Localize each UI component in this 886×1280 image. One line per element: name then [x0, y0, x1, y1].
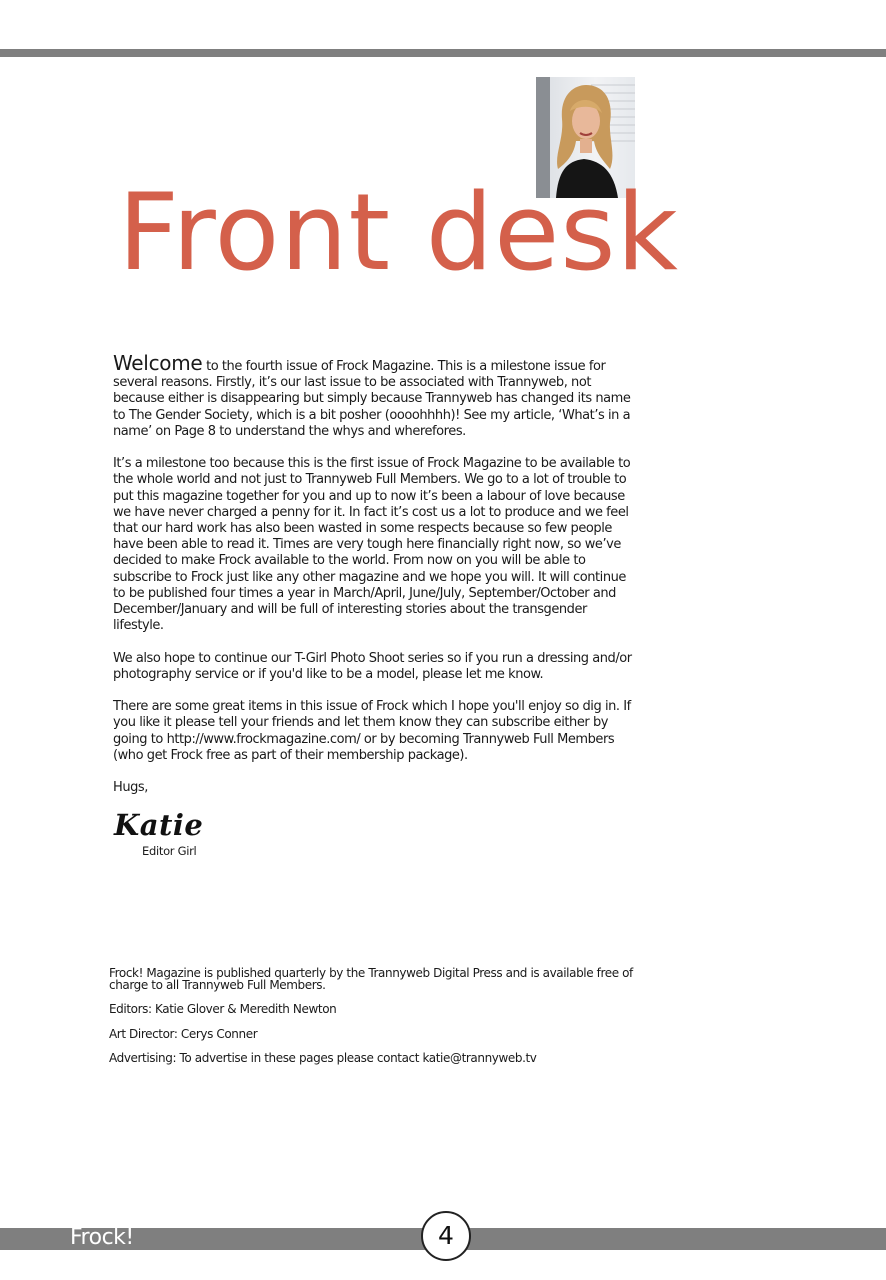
editorial-body: [113, 351, 638, 813]
masthead-credits: [109, 968, 639, 1078]
signature: Katie: [114, 808, 204, 842]
credit-published: Frock! Magazine is published quarterly by the Trannyweb Digital Press and is available free of charge to all Trannyweb Full Members.: [109, 966, 633, 992]
paragraph-milestone: It’s a milestone too because this is the first issue of Frock Magazine to be available to the whole world and not just to Trannyweb Full Members. We go to a lot of trouble to put this magazine together for you and up to now it’s been a labour of love because we have never charged a penny for it. In fact it’s cost us a lot to produce and we feel that our hard work has also been wasted in some respects because so few people have been able to read it. Times are very tough here financially right now, so we’ve decided to make Frock available to the world. From now on you will be able to subscribe to Frock just like any other magazine and we hope you will. It will continue to be published four times a year in March/April, June/July, September/October and December/January and will be full of interesting stories about the transgender lifestyle.: [113, 456, 631, 634]
paragraph-intro-text: to the fourth issue of Frock Magazine. This is a milestone issue for several reasons. Firstly, it’s our last issue to be associated with Trannyweb, not because either is disappearing but simply because Trannyweb has changed its name to The Gender Society, which is a bit posher (oooohhhh)! See my article, ‘What’s in a name’ on Page 8 to understand the whys and wherefores.: [113, 359, 631, 439]
page-number: 4: [421, 1211, 471, 1261]
paragraph-photo-shoot: We also hope to continue our T-Girl Photo Shoot series so if you run a dressing and/or photography service or if you'd like to be a model, please let me know.: [113, 650, 632, 682]
paragraph-intro: [113, 351, 638, 440]
page-headline: Front desk: [118, 171, 679, 294]
welcome-word: Welcome: [113, 351, 203, 375]
credit-editors: Editors: Katie Glover & Meredith Newton: [109, 1002, 337, 1016]
signoff: Hugs,: [113, 780, 148, 796]
credit-art-director: Art Director: Cerys Conner: [109, 1026, 258, 1041]
top-rule: [0, 49, 886, 57]
paragraph-subscribe: There are some great items in this issue of Frock which I hope you'll enjoy so dig in. If you like it please tell your friends and let them know they can subscribe either by going to http://www.frockmagazine.com/ or by becoming Trannyweb Full Members (who get Frock free as part of their membership package).: [113, 699, 631, 763]
signature-title: Editor Girl: [142, 844, 197, 858]
footer-logo: Frock!: [70, 1225, 134, 1250]
credit-advertising: Advertising: To advertise in these pages please contact katie@trannyweb.tv: [109, 1051, 537, 1065]
